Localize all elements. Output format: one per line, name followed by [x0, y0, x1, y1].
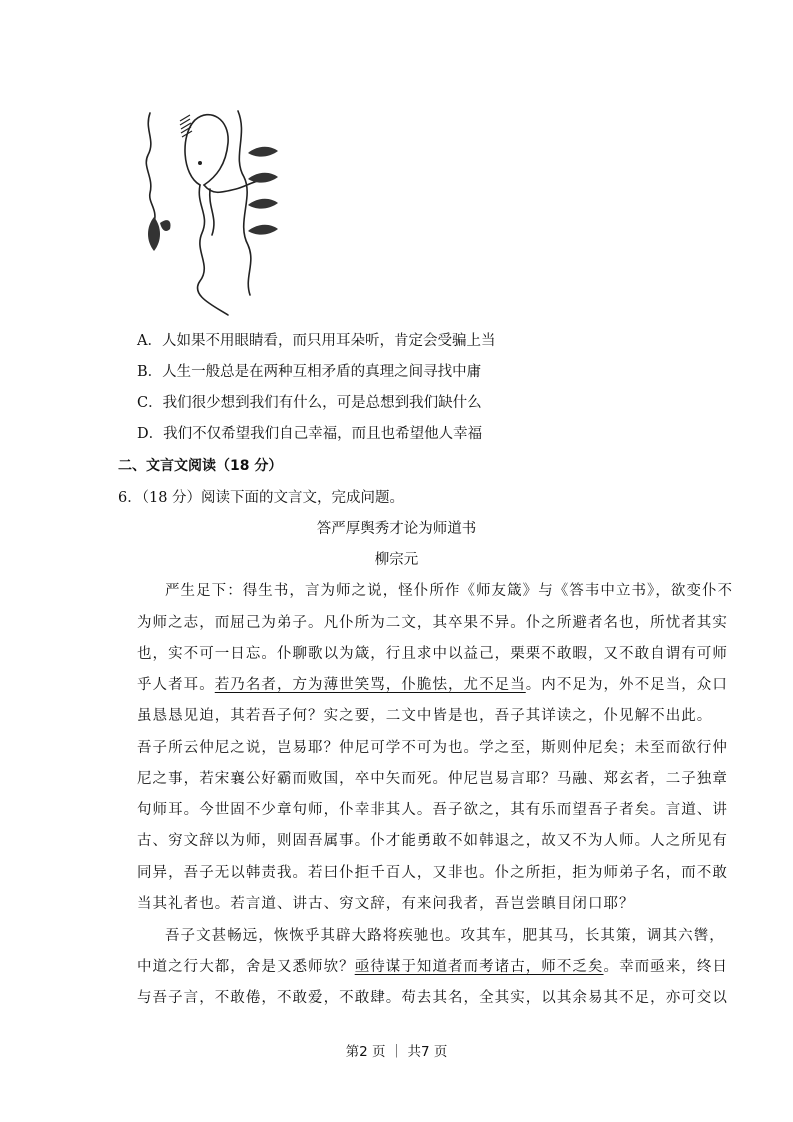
question-prompt: 6．（18 分）阅读下面的文言文，完成问题。: [118, 490, 405, 506]
passage-line: 严生足下：得生书，言为师之说，怪仆所作《师友箴》与《答韦中立书》，欲变仆不: [165, 583, 734, 599]
passage-text: 中道之行大都，舍是又悉师欤？: [137, 959, 355, 975]
passage-text: 。内不足为，外不足当，众口: [525, 677, 728, 693]
passage-line: 为师之志，而屈己为弟子。凡仆所为二文，其卒果不异。仆之所避者名也，所忧者其实: [137, 615, 728, 631]
passage-line: 尼之事，若宋襄公好霸而败国，卒中矢而死。仲尼岂易言耶？马融、郑玄者，二子独章: [137, 771, 728, 787]
option-d: D．我们不仅希望我们自己幸福，而且也希望他人幸福: [137, 426, 483, 442]
passage-text: 。幸而亟来，终日: [603, 959, 728, 975]
section-heading: 二、文言文阅读（18 分）: [118, 458, 283, 474]
passage-line: 与吾子言，不敢倦，不敢爱，不敢肆。苟去其名，全其实，以其余易其不足，亦可交以: [137, 990, 728, 1006]
passage-author: 柳宗元: [374, 552, 419, 568]
option-c: C．我们很少想到我们有什么，可是总想到我们缺什么: [137, 395, 482, 411]
passage-line: 同异，吾子无以韩责我。若曰仆拒千百人，又非也。仆之所拒，拒为师弟子名，而不敢: [137, 865, 728, 881]
passage-line: 句师耳。今世固不少章句师，仆幸非其人。吾子欲之，其有乐而望吾子者矣。言道、讲: [137, 802, 728, 818]
passage-line: 吾子文甚畅远，恢恢乎其辟大路将疾驰也。攻其车，肥其马，长其策，调其六辔，: [165, 928, 725, 944]
passage-line: 也，实不可一日忘。仆聊歌以为箴，行且求中以益己，栗栗不敢暇，又不敢自谓有可师: [137, 646, 728, 662]
passage-line: [137, 958, 728, 976]
ink-drawing-figure: [140, 105, 300, 320]
passage-line: 吾子所云仲尼之说，岂易耶？仲尼可学不可为也。学之至，斯则仲尼矣；未至而欲行仲: [137, 740, 728, 756]
passage-text: 乎人者耳。: [137, 677, 215, 693]
passage-line: 虽恳恳见迫，其若吾子何？实之要，二文中皆是也，吾子其详读之，仆见解不出此。: [137, 708, 713, 724]
passage-line: [137, 676, 728, 694]
option-b: B．人生一般总是在两种互相矛盾的真理之间寻找中庸: [137, 364, 482, 380]
page-footer: 第2 页 ｜ 共7 页: [345, 1044, 448, 1060]
passage-title: 答严厚舆秀才论为师道书: [316, 521, 477, 537]
underlined-sentence-1: 若乃名者，方为薄世笑骂，仆脆怯，尤不足当: [214, 677, 526, 693]
option-a: A．人如果不用眼睛看，而只用耳朵听，肯定会受骗上当: [137, 333, 496, 349]
passage-line: 当其礼者也。若言道、讲古、穷文辞，有来问我者，吾岂尝瞋目闭口耶？: [137, 896, 635, 912]
underlined-sentence-2: 亟待谋于知道者而考诸古，师不乏矣: [354, 959, 604, 975]
passage-line: 古、穷文辞以为师，则固吾属事。仆才能勇敢不如韩退之，故又不为人师。人之所见有: [137, 833, 728, 849]
